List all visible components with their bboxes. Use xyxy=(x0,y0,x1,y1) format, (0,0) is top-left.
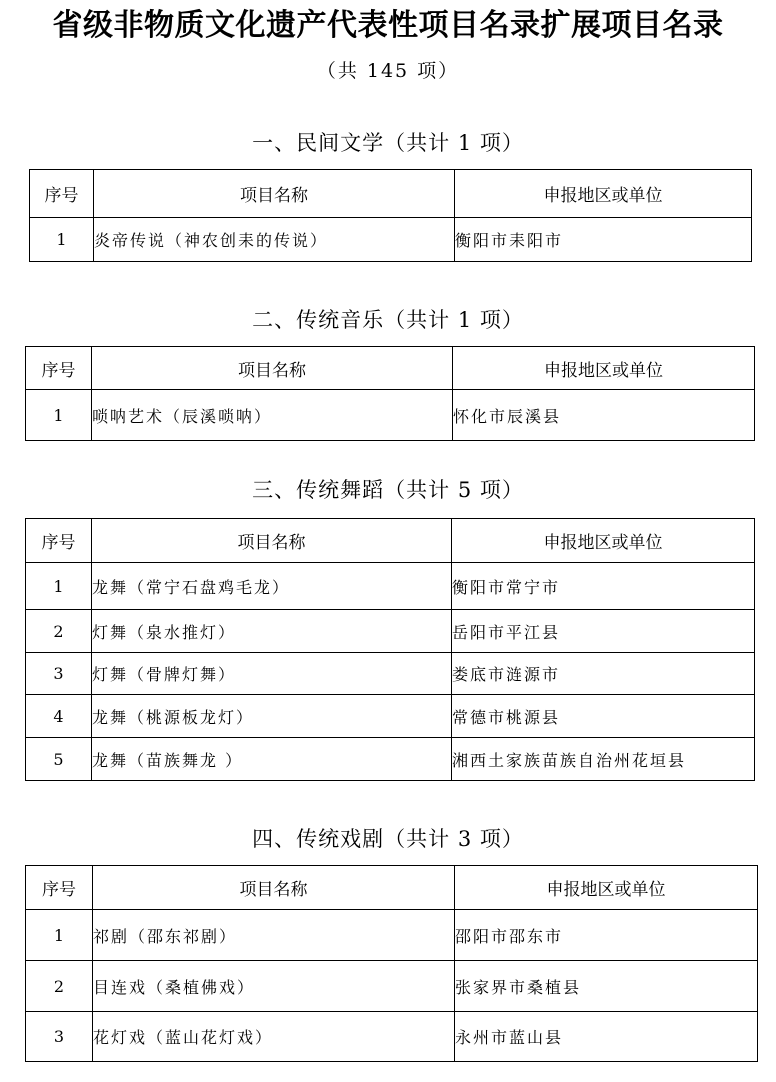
column-header-area: 申报地区或单位 xyxy=(455,170,752,218)
table-row xyxy=(26,563,755,610)
row-num: 1 xyxy=(26,563,92,610)
table-header-row xyxy=(26,519,755,563)
row-area: 娄底市涟源市 xyxy=(452,653,755,695)
table-traditional-dance xyxy=(25,518,755,781)
row-num: 2 xyxy=(26,610,92,653)
column-header-name: 项目名称 xyxy=(93,866,455,910)
row-project-name: 祁剧（邵东祁剧） xyxy=(93,910,455,961)
row-area: 湘西土家族苗族自治州花垣县 xyxy=(452,738,755,781)
row-num: 2 xyxy=(26,961,93,1012)
column-header-name: 项目名称 xyxy=(92,519,452,563)
table-header-row xyxy=(30,170,752,218)
table-row xyxy=(26,910,758,961)
column-header-name: 项目名称 xyxy=(92,347,453,390)
row-area: 衡阳市常宁市 xyxy=(452,563,755,610)
table-folk-literature xyxy=(29,169,752,262)
row-area: 衡阳市耒阳市 xyxy=(455,218,752,262)
row-num: 1 xyxy=(26,910,93,961)
section-heading-traditional-opera: 四、传统戏剧（共计 3 项） xyxy=(252,827,524,851)
row-area: 永州市蓝山县 xyxy=(455,1012,758,1062)
row-num: 3 xyxy=(26,653,92,695)
row-project-name: 唢呐艺术（辰溪唢呐） xyxy=(92,390,453,441)
row-num: 1 xyxy=(26,390,92,441)
row-project-name: 龙舞（常宁石盘鸡毛龙） xyxy=(92,563,452,610)
row-project-name: 龙舞（桃源板龙灯） xyxy=(92,695,452,738)
table-row xyxy=(26,961,758,1012)
row-num: 4 xyxy=(26,695,92,738)
document-subtitle: （共 145 项） xyxy=(316,60,460,82)
row-num: 3 xyxy=(26,1012,93,1062)
table-row xyxy=(30,218,752,262)
row-project-name: 龙舞（苗族舞龙 ） xyxy=(92,738,452,781)
section-heading-folk-literature: 一、民间文学（共计 1 项） xyxy=(252,131,524,155)
section-heading-traditional-dance: 三、传统舞蹈（共计 5 项） xyxy=(252,478,524,502)
column-header-num: 序号 xyxy=(26,347,92,390)
row-area: 岳阳市平江县 xyxy=(452,610,755,653)
row-project-name: 炎帝传说（神农创耒的传说） xyxy=(94,218,455,262)
column-header-num: 序号 xyxy=(26,519,92,563)
table-row xyxy=(26,610,755,653)
table-header-row xyxy=(26,347,755,390)
column-header-area: 申报地区或单位 xyxy=(452,519,755,563)
row-project-name: 花灯戏（蓝山花灯戏） xyxy=(93,1012,455,1062)
table-traditional-music xyxy=(25,346,755,441)
row-area: 怀化市辰溪县 xyxy=(453,390,755,441)
section-heading-traditional-music: 二、传统音乐（共计 1 项） xyxy=(252,308,524,332)
row-num: 5 xyxy=(26,738,92,781)
table-row xyxy=(26,695,755,738)
row-project-name: 目连戏（桑植佛戏） xyxy=(93,961,455,1012)
table-row xyxy=(26,1012,758,1062)
document-title: 省级非物质文化遗产代表性项目名录扩展项目名录 xyxy=(52,8,724,43)
table-header-row xyxy=(26,866,758,910)
table-row xyxy=(26,390,755,441)
column-header-area: 申报地区或单位 xyxy=(455,866,758,910)
row-project-name: 灯舞（骨牌灯舞） xyxy=(92,653,452,695)
column-header-name: 项目名称 xyxy=(94,170,455,218)
column-header-num: 序号 xyxy=(26,866,93,910)
table-row xyxy=(26,738,755,781)
row-area: 张家界市桑植县 xyxy=(455,961,758,1012)
column-header-num: 序号 xyxy=(30,170,94,218)
table-traditional-opera xyxy=(25,865,758,1062)
row-area: 常德市桃源县 xyxy=(452,695,755,738)
row-num: 1 xyxy=(30,218,94,262)
row-project-name: 灯舞（泉水推灯） xyxy=(92,610,452,653)
table-row xyxy=(26,653,755,695)
column-header-area: 申报地区或单位 xyxy=(453,347,755,390)
row-area: 邵阳市邵东市 xyxy=(455,910,758,961)
